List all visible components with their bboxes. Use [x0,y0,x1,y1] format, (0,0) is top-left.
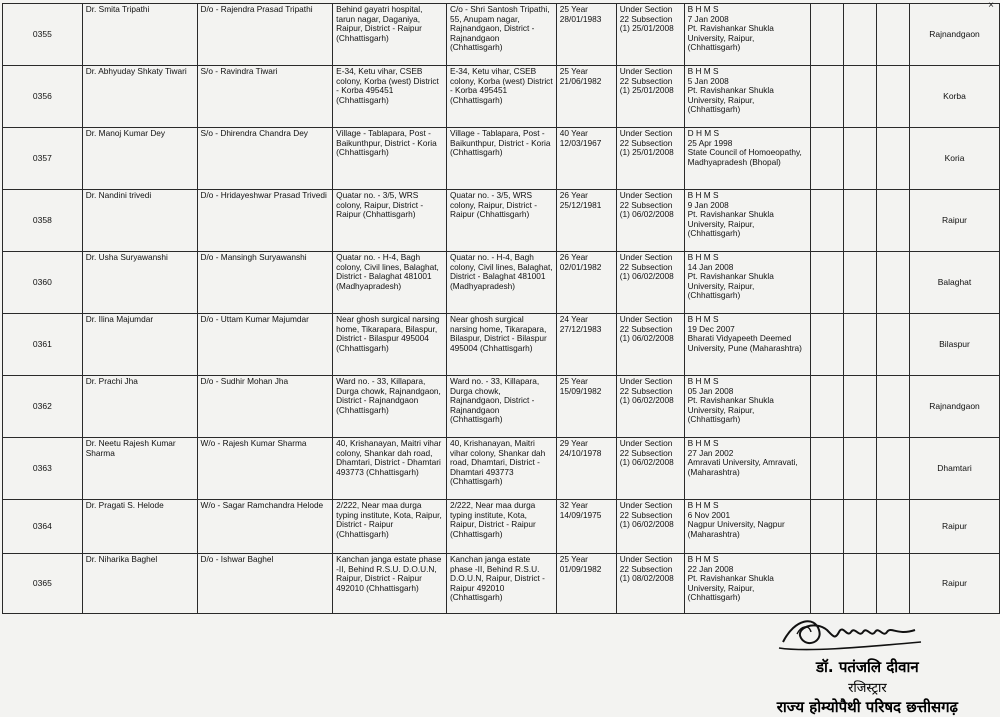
sr-cell: 0361 [3,314,83,376]
relation-cell: S/o - Dhirendra Chandra Dey [197,128,333,190]
blank-cell [844,252,877,314]
address2-cell: Village - Tablapara, Post - Baikunthpur, District - Koria (Chhattisgarh) [446,128,556,190]
blank-cell [811,554,844,614]
blank-cell [844,438,877,500]
blank-cell [877,190,910,252]
blank-cell [844,128,877,190]
qualdate-text: 19 Dec 2007 [687,323,735,334]
blank-cell [811,190,844,252]
age-cell [556,190,616,252]
registrar-title: रजिस्ट्रार [848,681,887,696]
age-text: 40 Year [559,128,588,138]
blank-cell [811,438,844,500]
registration-table-body [3,4,1000,614]
qual-text: B H M S [687,554,719,564]
registration-cell: Under Section 22 Subsection (1) 06/02/2008 [616,376,684,438]
blank-cell [844,66,877,128]
age-text: 24 Year [559,314,588,324]
sr-cell: 0363 [3,438,83,500]
name-cell: Dr. Ilina Majumdar [82,314,197,376]
relation-cell: D/o - Sudhir Mohan Jha [197,376,333,438]
qual-text: B H M S [687,190,719,200]
qual-text: B H M S [687,438,719,448]
qualification-cell [684,554,811,614]
qual-text: B H M S [687,376,719,386]
blank-cell [877,128,910,190]
dob-text: 14/09/1975 [559,509,602,520]
name-cell: Dr. Nandini trivedi [82,190,197,252]
district-cell: Korba [910,66,1000,128]
table-row [3,376,1000,438]
name-cell: Dr. Abhyuday Shkaty Tiwari [82,66,197,128]
univ-text: Amravati University, Amravati, (Maharashtra) [687,457,798,477]
address1-cell: 2/222, Near maa durga typing institute, Kota, Raipur, District - Raipur (Chhattisgarh) [333,500,447,554]
address2-cell: Near ghosh surgical narsing home, Tikarapara, Bilaspur, District - Bilaspur 495004 (Chhattisgarh) [446,314,556,376]
table-row [3,128,1000,190]
qualdate-text: 25 Apr 1998 [687,137,733,148]
blank-cell [811,66,844,128]
table-row [3,554,1000,614]
age-cell [556,376,616,438]
dob-text: 24/10/1978 [559,447,602,458]
qual-text: D H M S [687,128,719,138]
qual-text: B H M S [687,4,719,14]
qualdate-text: 9 Jan 2008 [687,199,729,210]
qualification-cell [684,128,811,190]
age-cell [556,554,616,614]
address1-cell: Village - Tablapara, Post - Baikunthpur, District - Koria (Chhattisgarh) [333,128,447,190]
relation-cell: W/o - Sagar Ramchandra Helode [197,500,333,554]
district-cell: Dhamtari [910,438,1000,500]
blank-cell [844,500,877,554]
address1-cell: Behind gayatri hospital, tarun nagar, Daganiya, Raipur, District - Raipur (Chhattisgarh) [333,4,447,66]
blank-cell [877,252,910,314]
qualdate-text: 6 Nov 2001 [687,509,731,520]
sr-cell: 0358 [3,190,83,252]
qualification-cell [684,500,811,554]
age-cell [556,66,616,128]
blank-cell [877,66,910,128]
blank-cell [877,554,910,614]
age-text: 25 Year [559,4,588,14]
sr-cell: 0357 [3,128,83,190]
dob-text: 01/09/1982 [559,563,602,574]
dob-text: 02/01/1982 [559,261,602,272]
dob-text: 27/12/1983 [559,323,602,334]
qual-text: B H M S [687,252,719,262]
sr-cell: 0362 [3,376,83,438]
address1-cell: E-34, Ketu vihar, CSEB colony, Korba (west) District - Korba 495451 (Chhattisgarh) [333,66,447,128]
age-cell [556,500,616,554]
name-cell: Dr. Manoj Kumar Dey [82,128,197,190]
name-cell: Dr. Smita Tripathi [82,4,197,66]
univ-text: Pt. Ravishankar Shukla University, Raipur, (Chhattisgarh) [687,23,774,53]
qualdate-text: 5 Jan 2008 [687,75,729,86]
age-text: 29 Year [559,438,588,448]
registration-cell: Under Section 22 Subsection (1) 06/02/2008 [616,438,684,500]
relation-cell: D/o - Uttam Kumar Majumdar [197,314,333,376]
univ-text: Pt. Ravishankar Shukla University, Raipur, (Chhattisgarh) [687,271,774,301]
table-row [3,4,1000,66]
address2-cell: Ward no. - 33, Killapara, Durga chowk, Rajnandgaon, District - Rajnandgaon (Chhattisgarh) [446,376,556,438]
qualification-cell [684,314,811,376]
sr-cell: 0360 [3,252,83,314]
address2-cell: E-34, Ketu vihar, CSEB colony, Korba (west) District - Korba 495451 (Chhattisgarh) [446,66,556,128]
relation-cell: D/o - Ishwar Baghel [197,554,333,614]
district-cell: Bilaspur [910,314,1000,376]
address2-cell: 2/222, Near maa durga typing institute, Kota, Raipur, District - Raipur (Chhattisgarh) [446,500,556,554]
qualification-cell [684,252,811,314]
council-name: राज्य होम्योपैथी परिषद छत्तीसगढ़ [776,698,958,716]
qualification-cell [684,438,811,500]
blank-cell [811,128,844,190]
table-row [3,314,1000,376]
signature-block [777,657,958,717]
age-text: 32 Year [559,500,588,510]
district-cell: Balaghat [910,252,1000,314]
address2-cell: C/o - Shri Santosh Tripathi, 55, Anupam nagar, Rajnandgaon, District - Rajnandgaon (Chhattisgarh) [446,4,556,66]
district-cell: Koria [910,128,1000,190]
registration-table [2,3,1000,614]
dob-text: 21/06/1982 [559,75,602,86]
age-text: 25 Year [559,376,588,386]
registration-cell: Under Section 22 Subsection (1) 06/02/2008 [616,500,684,554]
univ-text: Nagpur University, Nagpur (Maharashtra) [687,519,785,539]
blank-cell [844,554,877,614]
district-cell: Rajnandgaon [910,4,1000,66]
registration-cell: Under Section 22 Subsection (1) 25/01/2008 [616,128,684,190]
qualdate-text: 22 Jan 2008 [687,563,734,574]
blank-cell [877,314,910,376]
blank-cell [877,4,910,66]
qualdate-text: 14 Jan 2008 [687,261,734,272]
registration-cell: Under Section 22 Subsection (1) 08/02/2008 [616,554,684,614]
age-cell [556,128,616,190]
table-row [3,500,1000,554]
qualification-cell [684,4,811,66]
address1-cell: Ward no. - 33, Killapara, Durga chowk, Rajnandgaon, District - Rajnandgaon (Chhattisgarh) [333,376,447,438]
age-text: 26 Year [559,190,588,200]
name-cell: Dr. Usha Suryawanshi [82,252,197,314]
qual-text: B H M S [687,314,719,324]
age-text: 25 Year [559,66,588,76]
dob-text: 25/12/1981 [559,199,602,210]
qual-text: B H M S [687,500,719,510]
address1-cell: Near ghosh surgical narsing home, Tikarapara, Bilaspur, District - Bilaspur 495004 (Chhattisgarh) [333,314,447,376]
univ-text: Pt. Ravishankar Shukla University, Raipur, (Chhattisgarh) [687,573,774,603]
univ-text: Pt. Ravishankar Shukla University, Raipur, (Chhattisgarh) [687,209,774,239]
blank-cell [844,376,877,438]
blank-cell [811,4,844,66]
table-row [3,66,1000,128]
univ-text: Pt. Ravishankar Shukla University, Raipur, (Chhattisgarh) [687,85,774,115]
name-cell: Dr. Pragati S. Helode [82,500,197,554]
registration-cell: Under Section 22 Subsection (1) 25/01/2008 [616,4,684,66]
blank-cell [877,500,910,554]
registration-cell: Under Section 22 Subsection (1) 06/02/2008 [616,190,684,252]
table-row [3,438,1000,500]
sr-cell: 0364 [3,500,83,554]
address2-cell: Kanchan janga estate phase -II, Behind R.S.U. D.O.U.N, Raipur, District - Raipur 492010 (Chhattisgarh) [446,554,556,614]
qualdate-text: 7 Jan 2008 [687,13,729,24]
sr-cell: 0355 [3,4,83,66]
blank-cell [811,376,844,438]
address1-cell: Quatar no. - 3/5, WRS colony, Raipur, District - Raipur (Chhattisgarh) [333,190,447,252]
blank-cell [844,314,877,376]
address2-cell: Quatar no. - 3/5, WRS colony, Raipur, District - Raipur (Chhattisgarh) [446,190,556,252]
district-cell: Raipur [910,190,1000,252]
sr-cell: 0365 [3,554,83,614]
relation-cell: D/o - Mansingh Suryawanshi [197,252,333,314]
address1-cell: 40, Krishanayan, Maitri vihar colony, Shankar dah road, Dhamtari, District - Dhamtari 493773 (Chhattisgarh) [333,438,447,500]
age-cell [556,252,616,314]
corner-mark: × [988,0,994,11]
univ-text: Bharati Vidyapeeth Deemed University, Pune (Maharashtra) [687,333,802,353]
univ-text: State Council of Homoeopathy, Madhyapradesh (Bhopal) [687,147,802,167]
relation-cell: S/o - Ravindra Tiwari [197,66,333,128]
relation-cell: D/o - Rajendra Prasad Tripathi [197,4,333,66]
name-cell: Dr. Niharika Baghel [82,554,197,614]
univ-text: Pt. Ravishankar Shukla University, Raipur, (Chhattisgarh) [687,395,774,425]
name-cell: Dr. Neetu Rajesh Kumar Sharma [82,438,197,500]
district-cell: Raipur [910,554,1000,614]
address1-cell: Kanchan janga estate phase -II, Behind R.S.U. D.O.U.N, Raipur, District - Raipur 492010 (Chhattisgarh) [333,554,447,614]
age-text: 25 Year [559,554,588,564]
blank-cell [877,376,910,438]
address2-cell: 40, Krishanayan, Maitri vihar colony, Shankar dah road, Dhamtari, District - Dhamtari 493773 (Chhattisgarh) [446,438,556,500]
blank-cell [844,190,877,252]
registration-cell: Under Section 22 Subsection (1) 06/02/2008 [616,314,684,376]
district-cell: Raipur [910,500,1000,554]
age-cell [556,314,616,376]
blank-cell [811,252,844,314]
address2-cell: Quatar no. - H-4, Bagh colony, Civil lines, Balaghat, District - Balaghat 481001 (Madhyapradesh) [446,252,556,314]
blank-cell [811,314,844,376]
age-cell [556,4,616,66]
qualdate-text: 05 Jan 2008 [687,385,734,396]
relation-cell: W/o - Rajesh Kumar Sharma [197,438,333,500]
registration-cell: Under Section 22 Subsection (1) 25/01/2008 [616,66,684,128]
blank-cell [844,4,877,66]
qualification-cell [684,190,811,252]
dob-text: 12/03/1967 [559,137,602,148]
table-row [3,190,1000,252]
blank-cell [877,438,910,500]
dob-text: 15/09/1982 [559,385,602,396]
registration-cell: Under Section 22 Subsection (1) 06/02/2008 [616,252,684,314]
registrar-signature [775,608,925,656]
blank-cell [811,500,844,554]
age-cell [556,438,616,500]
sr-cell: 0356 [3,66,83,128]
registrar-name: डॉ. पतंजलि दीवान [816,658,919,676]
dob-text: 28/01/1983 [559,13,602,24]
qualdate-text: 27 Jan 2002 [687,447,734,458]
qual-text: B H M S [687,66,719,76]
district-cell: Rajnandgaon [910,376,1000,438]
age-text: 26 Year [559,252,588,262]
address1-cell: Quatar no. - H-4, Bagh colony, Civil lines, Balaghat, District - Balaghat 481001 (Madhyapradesh) [333,252,447,314]
qualification-cell [684,66,811,128]
table-row [3,252,1000,314]
name-cell: Dr. Prachi Jha [82,376,197,438]
relation-cell: D/o - Hridayeshwar Prasad Trivedi [197,190,333,252]
qualification-cell [684,376,811,438]
